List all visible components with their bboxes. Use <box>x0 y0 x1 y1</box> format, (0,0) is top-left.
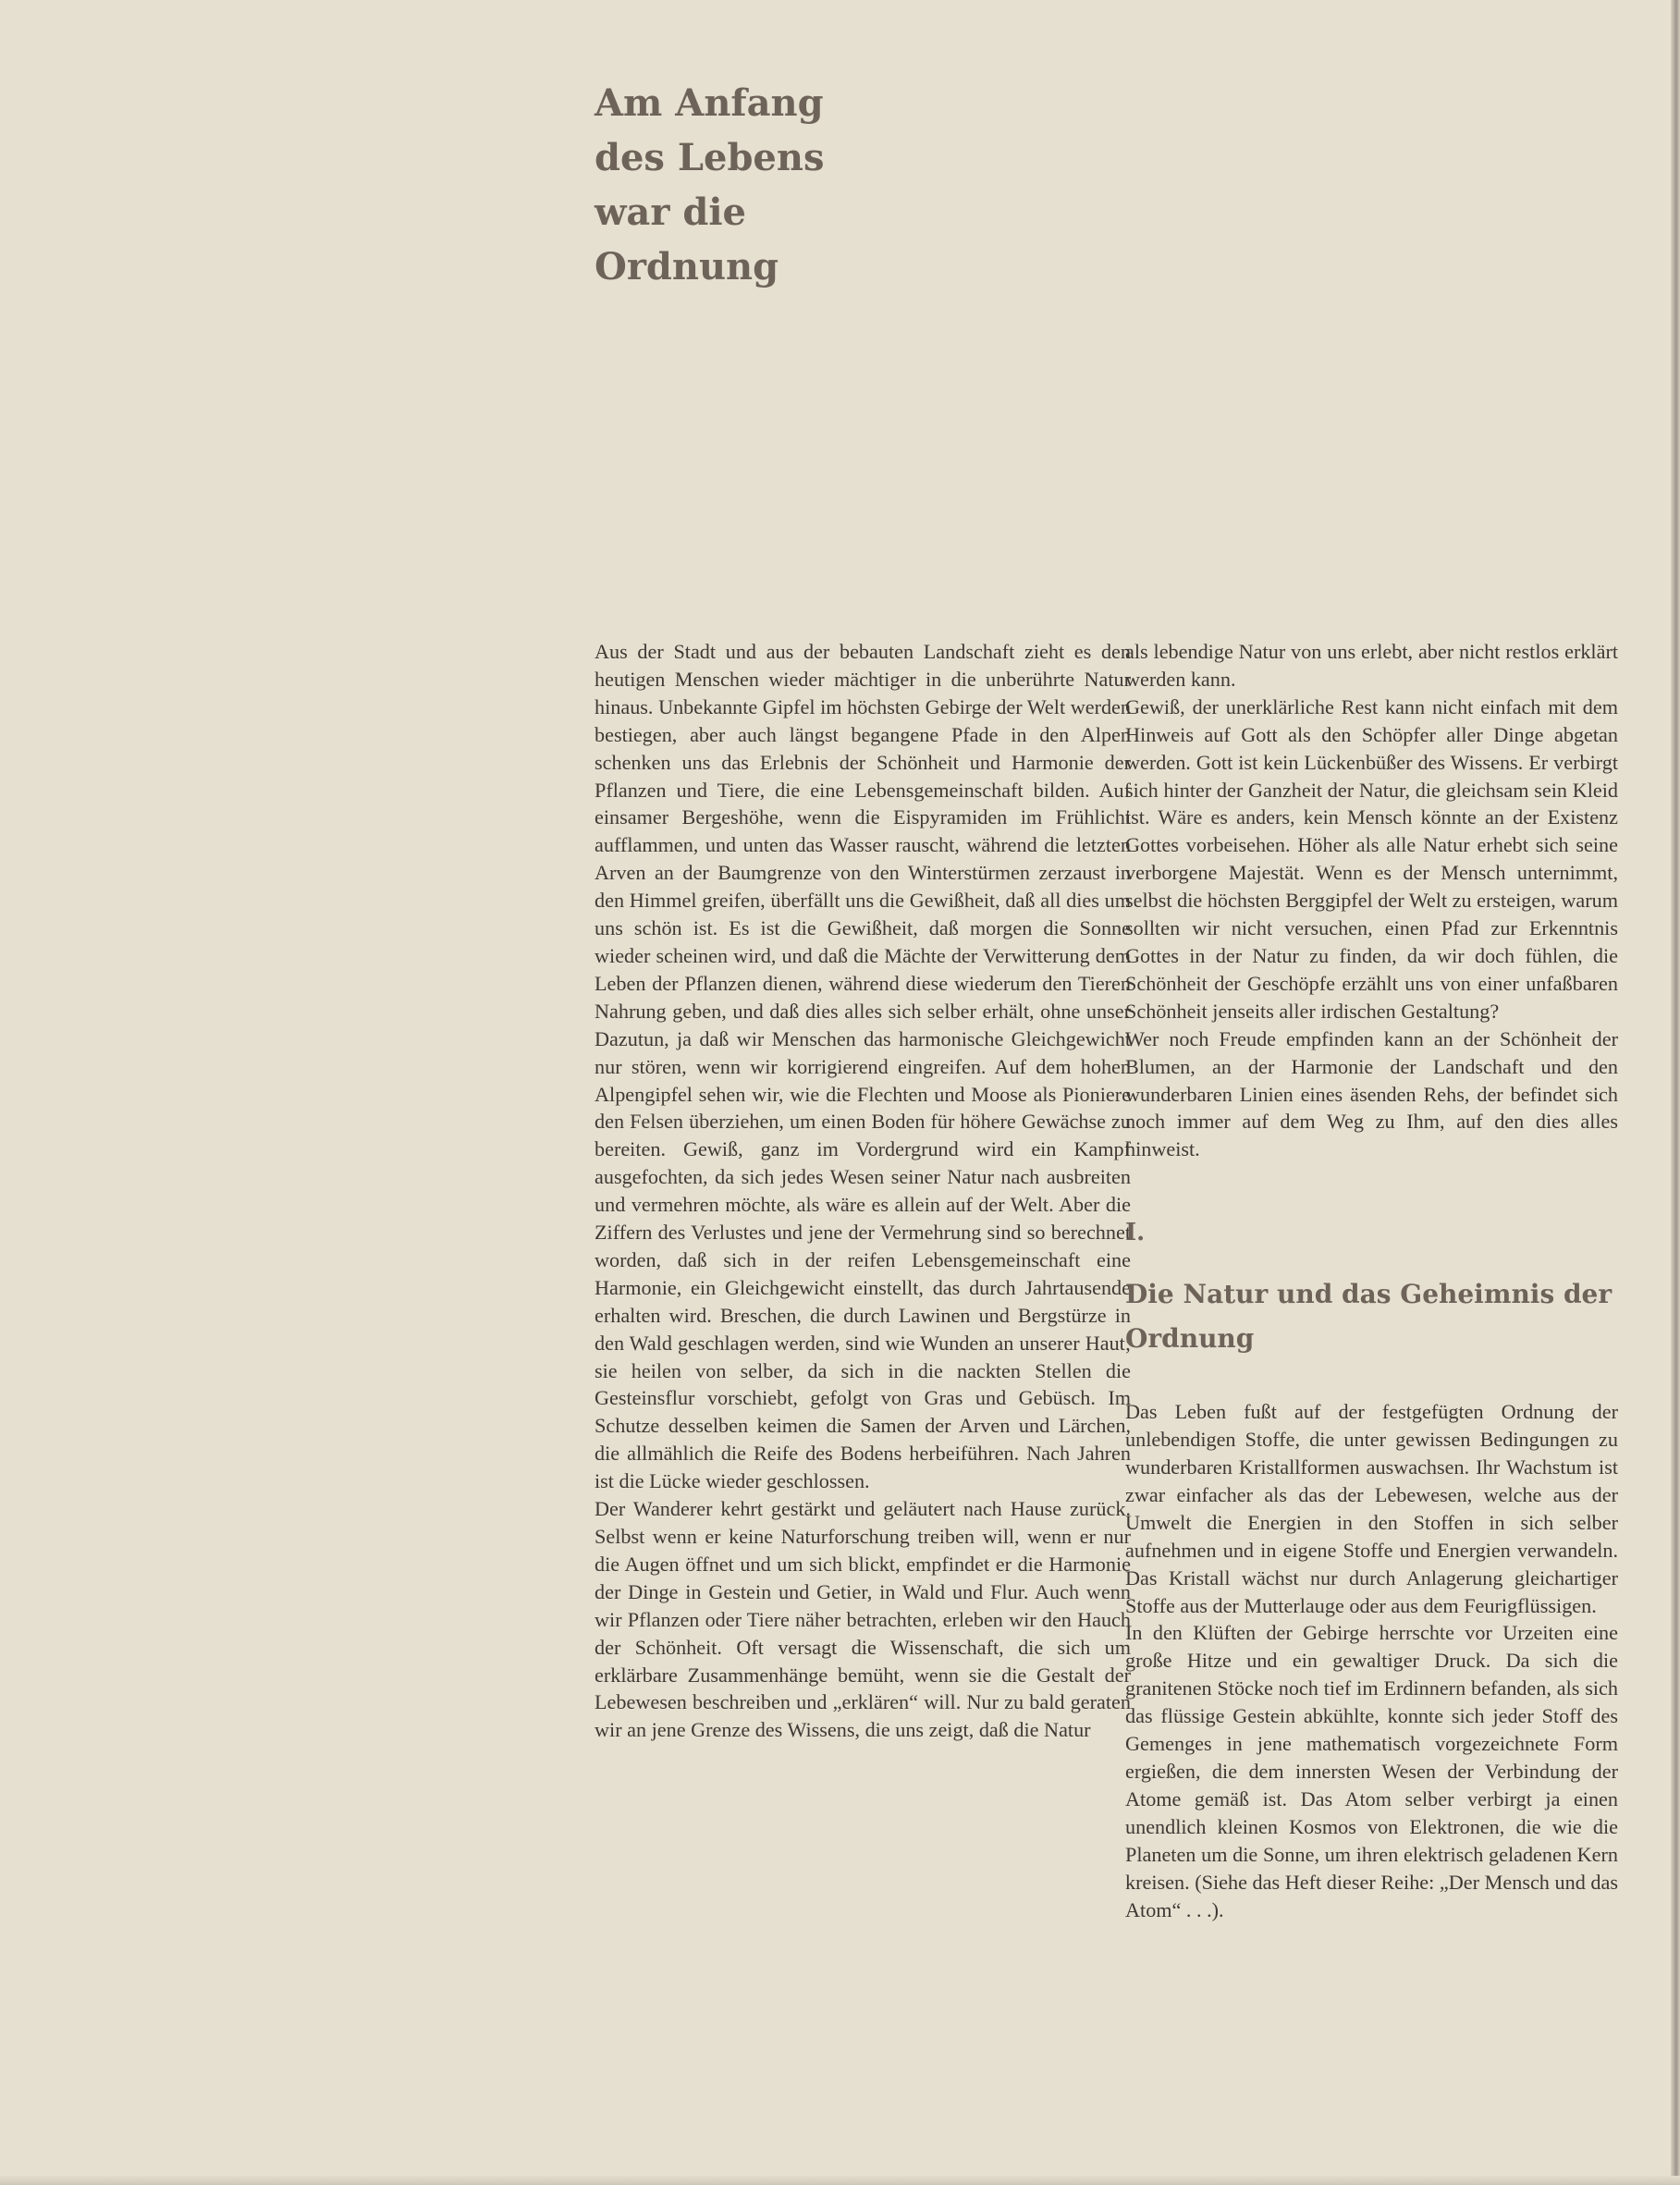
paragraph: In den Klüften der Gebirge herrschte vor Urzeiten eine große Hitze und ein gewaltiger Druck. Da sich die granitenen Stöcke noch tief im Erdinnern befanden, als sich das flüssige Gestein abkühlte, konnte sich jeder Stoff des Gemenges in jene mathematisch vorgezeichnete Form ergießen, die dem innersten Wesen der Verbindung der Atome gemäß ist. Das Atom selber verbirgt ja einen unendlich kleinen Kosmos von Elektronen, die wie die Planeten um die Sonne, um ihren elektrisch geladenen Kern kreisen. (Siehe das Heft dieser Reihe: „Der Mensch und das Atom“ . . .). <box>1125 1621 1618 1921</box>
right-column <box>1125 638 1618 1923</box>
paragraph: Aus der Stadt und aus der bebauten Landschaft zieht es den heutigen Menschen wieder mächtiger in die unberührte Natur hinaus. Unbekannte Gipfel im höchsten Gebirge der Welt werden bestiegen, aber auch längst begangene Pfade in den Alpen schenken uns das Erlebnis der Schönheit und Harmonie der Pflanzen und Tiere, die eine Lebensgemeinschaft bilden. Auf einsamer Bergeshöhe, wenn die Eispyramiden im Frühlicht aufflammen, und unten das Wasser rauscht, während die letzten Arven an der Baumgrenze von den Winterstürmen zerzaust in den Himmel greifen, überfällt uns die Gewißheit, daß all dies um uns schön ist. Es ist die Gewißheit, daß morgen die Sonne wieder scheinen wird, und daß die Mächte der Verwitterung dem Leben der Pflanzen dienen, während diese wiederum den Tieren Nahrung geben, und daß dies alles sich selber erhält, ohne unser Dazutun, ja daß wir Menschen das harmonische Gleichgewicht nur stören, wenn wir korrigierend eingreifen. Auf dem hohen Alpengipfel sehen wir, wie die Flechten und Moose als Pioniere den Felsen überziehen, um einen Boden für höhere Gewächse zu bereiten. Gewiß, ganz im Vordergrund wird ein Kampf ausgefochten, da sich jedes Wesen seiner Natur nach ausbreiten und vermehren möchte, als wäre es allein auf der Welt. Aber die Ziffern des Verlustes und jene der Vermehrung sind so berechnet worden, daß sich in der reifen Lebensgemeinschaft eine Harmonie, ein Gleichgewicht einstellt, das durch Jahrtausende erhalten wird. Breschen, die durch Lawinen und Bergstürze in den Wald geschlagen werden, sind wie Wunden an unserer Haut; sie heilen von selber, da sich in die nackten Stellen die Gesteinsflur vorschiebt, gefolgt von Gras und Gebüsch. Im Schutze desselben keimen die Samen der Arven und Lärchen, die allmählich die Reife des Bodens herbeiführen. Nach Jahren ist die Lücke wieder geschlossen. <box>595 640 1131 1493</box>
left-column <box>595 638 1131 1744</box>
title-line: war die <box>595 190 746 234</box>
section-number: I. <box>1125 1219 1146 1247</box>
title-line: Ordnung <box>595 245 779 288</box>
page-edge-shadow <box>1671 0 1680 2185</box>
section-title: Die Natur und das Geheimnis der Ordnung <box>1125 1279 1613 1355</box>
title-line: Am Anfang <box>595 81 824 125</box>
paragraph: Das Leben fußt auf der festgefügten Ordnung der unlebendigen Stoffe, die unter gewissen Bedingungen zu wunderbaren Kristallformen auswachsen. Ihr Wachstum ist zwar einfacher als das der Lebewesen, welche aus der Umwelt die Energien in den Stoffen in sich selber aufnehmen und in eigene Stoffe und Energien verwandeln. Das Kristall wächst nur durch Anlagerung gleichartiger Stoffe aus der Mutterlauge oder aus dem Feurigflüssigen. <box>1125 1400 1618 1617</box>
paragraph: Der Wanderer kehrt gestärkt und geläutert nach Hause zurück. Selbst wenn er keine Naturforschung treiben will, wenn er nur die Augen öffnet und um sich blickt, empfindet er die Harmonie der Dinge in Gestein und Getier, in Wald und Flur. Auch wenn wir Pflanzen oder Tiere näher betrachten, erleben wir den Hauch der Schönheit. Oft versagt die Wissenschaft, die sich um erklärbare Zusammenhänge bemüht, wenn sie die Gestalt der Lebewesen beschreiben und „erklären“ will. Nur zu bald geraten wir an jene Grenze des Wissens, die uns zeigt, daß die Natur <box>595 1497 1131 1742</box>
title-line: des Lebens <box>595 136 825 179</box>
page-bottom-edge <box>0 2176 1680 2185</box>
paragraph: Gewiß, der unerklärliche Rest kann nicht einfach mit dem Hinweis auf Gott als den Schöpfer aller Dinge abgetan werden. Gott ist kein Lückenbüßer des Wissens. Er verbirgt sich hinter der Ganzheit der Natur, die gleichsam sein Kleid ist. Wäre es anders, kein Mensch könnte an der Existenz Gottes vorbeisehen. Höher als alle Natur erhebt sich seine verborgene Majestät. Wenn es der Mensch unternimmt, selbst die höchsten Berggipfel der Welt zu ersteigen, warum sollten wir nicht versuchen, einen Pfad zur Erkenntnis Gottes in der Natur zu finden, da wir doch fühlen, die Schönheit der Geschöpfe erzählt uns von einer unfaßbaren Schönheit jenseits aller irdischen Gestaltung? <box>1125 694 1618 1023</box>
page-title <box>595 76 1057 294</box>
paragraph: Wer noch Freude empfinden kann an der Schönheit der Blumen, an der Harmonie der Landschaft und den wunderbaren Linien eines äsenden Rehs, der befindet sich noch immer auf dem Weg zu Ihm, auf den dies alles hinweist. <box>1125 1026 1618 1161</box>
paragraph: als lebendige Natur von uns erlebt, aber nicht restlos erklärt werden kann. <box>1125 640 1618 691</box>
